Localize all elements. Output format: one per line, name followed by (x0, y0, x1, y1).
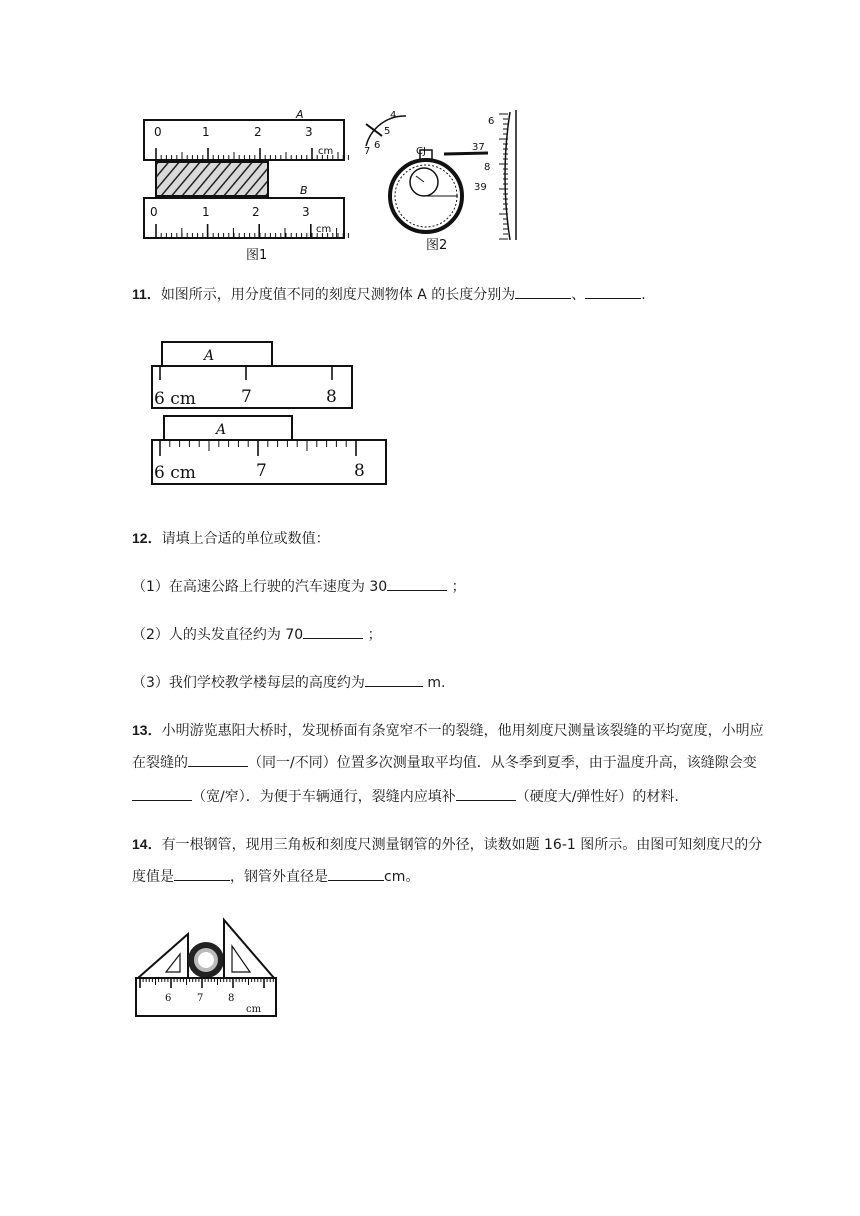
question-12-item-2 (132, 624, 382, 645)
scale-number-37: 37 (472, 142, 485, 153)
object-a-lower (164, 416, 292, 440)
ruler-tick-8: 8 (228, 993, 235, 1004)
ruler-a-label: A (296, 108, 304, 121)
ruler-a-tick-0: 0 (154, 125, 162, 139)
ruler-b-tick-1: 1 (202, 205, 210, 219)
figure-1-rulers (140, 108, 352, 266)
item-suffix: ； (447, 579, 466, 595)
question-text: cm。 (384, 869, 420, 885)
ruler-tick-7: 7 (197, 993, 204, 1004)
ruler-upper-tick-7: 7 (241, 387, 252, 407)
ruler-b-tick-2: 2 (252, 205, 260, 219)
question-number: 13． (132, 722, 162, 738)
answer-blank[interactable] (365, 672, 423, 687)
scale-number-8: 8 (484, 162, 491, 173)
question-11 (132, 284, 646, 305)
figure-q11-rulers (146, 336, 390, 496)
ruler-tick-6: 6 (165, 993, 172, 1004)
item-text: （3）我们学校教学楼每层的高度约为 (132, 675, 365, 691)
question-text: 请填上合适的单位或数值： (161, 531, 330, 547)
item-text: （1）在高速公路上行驶的汽车速度为 30 (132, 579, 388, 595)
dial-number-6: 6 (374, 140, 381, 151)
question-12 (132, 528, 330, 549)
question-13-line-1 (132, 720, 764, 741)
question-text: 小明游览惠阳大桥时，发现桥面有条宽窄不一的裂缝，他用刻度尺测量该裂缝的平均宽度，小明应 (161, 723, 764, 739)
figure-2-caption: 图2 (426, 238, 448, 253)
item-suffix: ； (363, 627, 382, 643)
figure-2-stopwatch (360, 106, 520, 256)
question-14-line-2 (132, 866, 419, 887)
scale-number-6: 6 (488, 116, 495, 127)
ruler-b-tick-0: 0 (150, 205, 158, 219)
question-number: 12． (132, 530, 162, 546)
answer-blank[interactable] (303, 624, 363, 639)
separator-text: 、 (571, 287, 586, 303)
figure-q14-pipe-measurement (134, 914, 280, 1018)
question-number: 14． (132, 836, 162, 852)
question-text: 有一根钢管，现用三角板和刻度尺测量钢管的外径，读数如题 16-1 图所示。由图可知刻度尺的分 (161, 837, 763, 853)
answer-blank[interactable] (188, 752, 248, 767)
question-13-line-2 (132, 752, 757, 773)
answer-blank[interactable] (515, 284, 571, 299)
answer-blank[interactable] (174, 866, 230, 881)
ruler-a-unit: cm (318, 146, 334, 157)
answer-blank[interactable] (132, 786, 192, 801)
question-12-item-1 (132, 576, 466, 597)
ruler-a-tick-3: 3 (305, 125, 313, 139)
question-text: （宽/窄）．为便于车辆通行，裂缝内应填补 (192, 789, 456, 805)
question-text: 度值是 (132, 869, 174, 885)
answer-blank[interactable] (456, 786, 516, 801)
dial-number-7: 7 (364, 146, 371, 157)
question-12-item-3 (132, 672, 445, 693)
question-number: 11． (132, 286, 161, 302)
answer-blank[interactable] (328, 866, 384, 881)
ruler-b-tick-3: 3 (302, 205, 310, 219)
question-13-line-3 (132, 786, 679, 807)
question-text: 在裂缝的 (132, 755, 188, 771)
object-a-upper-label: A (204, 348, 215, 364)
question-14-line-1 (132, 834, 762, 855)
ruler-b-label: B (300, 184, 308, 197)
item-text: （2）人的头发直径约为 70 (132, 627, 304, 643)
ruler-lower-tick-7: 7 (256, 461, 267, 481)
object-a-lower-label: A (216, 422, 227, 438)
item-suffix: m. (422, 675, 446, 691)
object-a-upper (162, 342, 272, 366)
dial-number-4: 4 (390, 110, 397, 121)
answer-blank[interactable] (387, 576, 447, 591)
question-text: （硬度大/弹性好）的材料. (515, 789, 679, 805)
question-text: 如图所示，用分度值不同的刻度尺测物体 A 的长度分别为 (160, 287, 516, 303)
question-text: ，钢管外直径是 (230, 869, 328, 885)
dial-number-5: 5 (384, 126, 391, 137)
answer-blank[interactable] (585, 284, 641, 299)
end-text: . (641, 287, 646, 303)
ruler-upper-tick-6: 6 cm (154, 389, 196, 409)
ruler-upper-tick-8: 8 (326, 387, 337, 407)
ruler-lower-tick-6: 6 cm (154, 463, 196, 483)
stopwatch-crown-label: CJ (416, 146, 426, 157)
question-text: （同一/不同）位置多次测量取平均值．从冬季到夏季，由于温度升高，该缝隙会变 (248, 755, 757, 771)
ruler-lower-tick-8: 8 (354, 461, 365, 481)
figure-1-caption: 图1 (246, 248, 268, 263)
ruler-b-unit: cm (316, 224, 332, 235)
measured-block (156, 162, 268, 196)
ruler-a-tick-1: 1 (202, 125, 210, 139)
ruler-a (144, 108, 348, 160)
ruler-a-tick-2: 2 (254, 125, 262, 139)
scale-number-39: 39 (474, 182, 487, 193)
ruler-unit: cm (246, 1004, 262, 1015)
